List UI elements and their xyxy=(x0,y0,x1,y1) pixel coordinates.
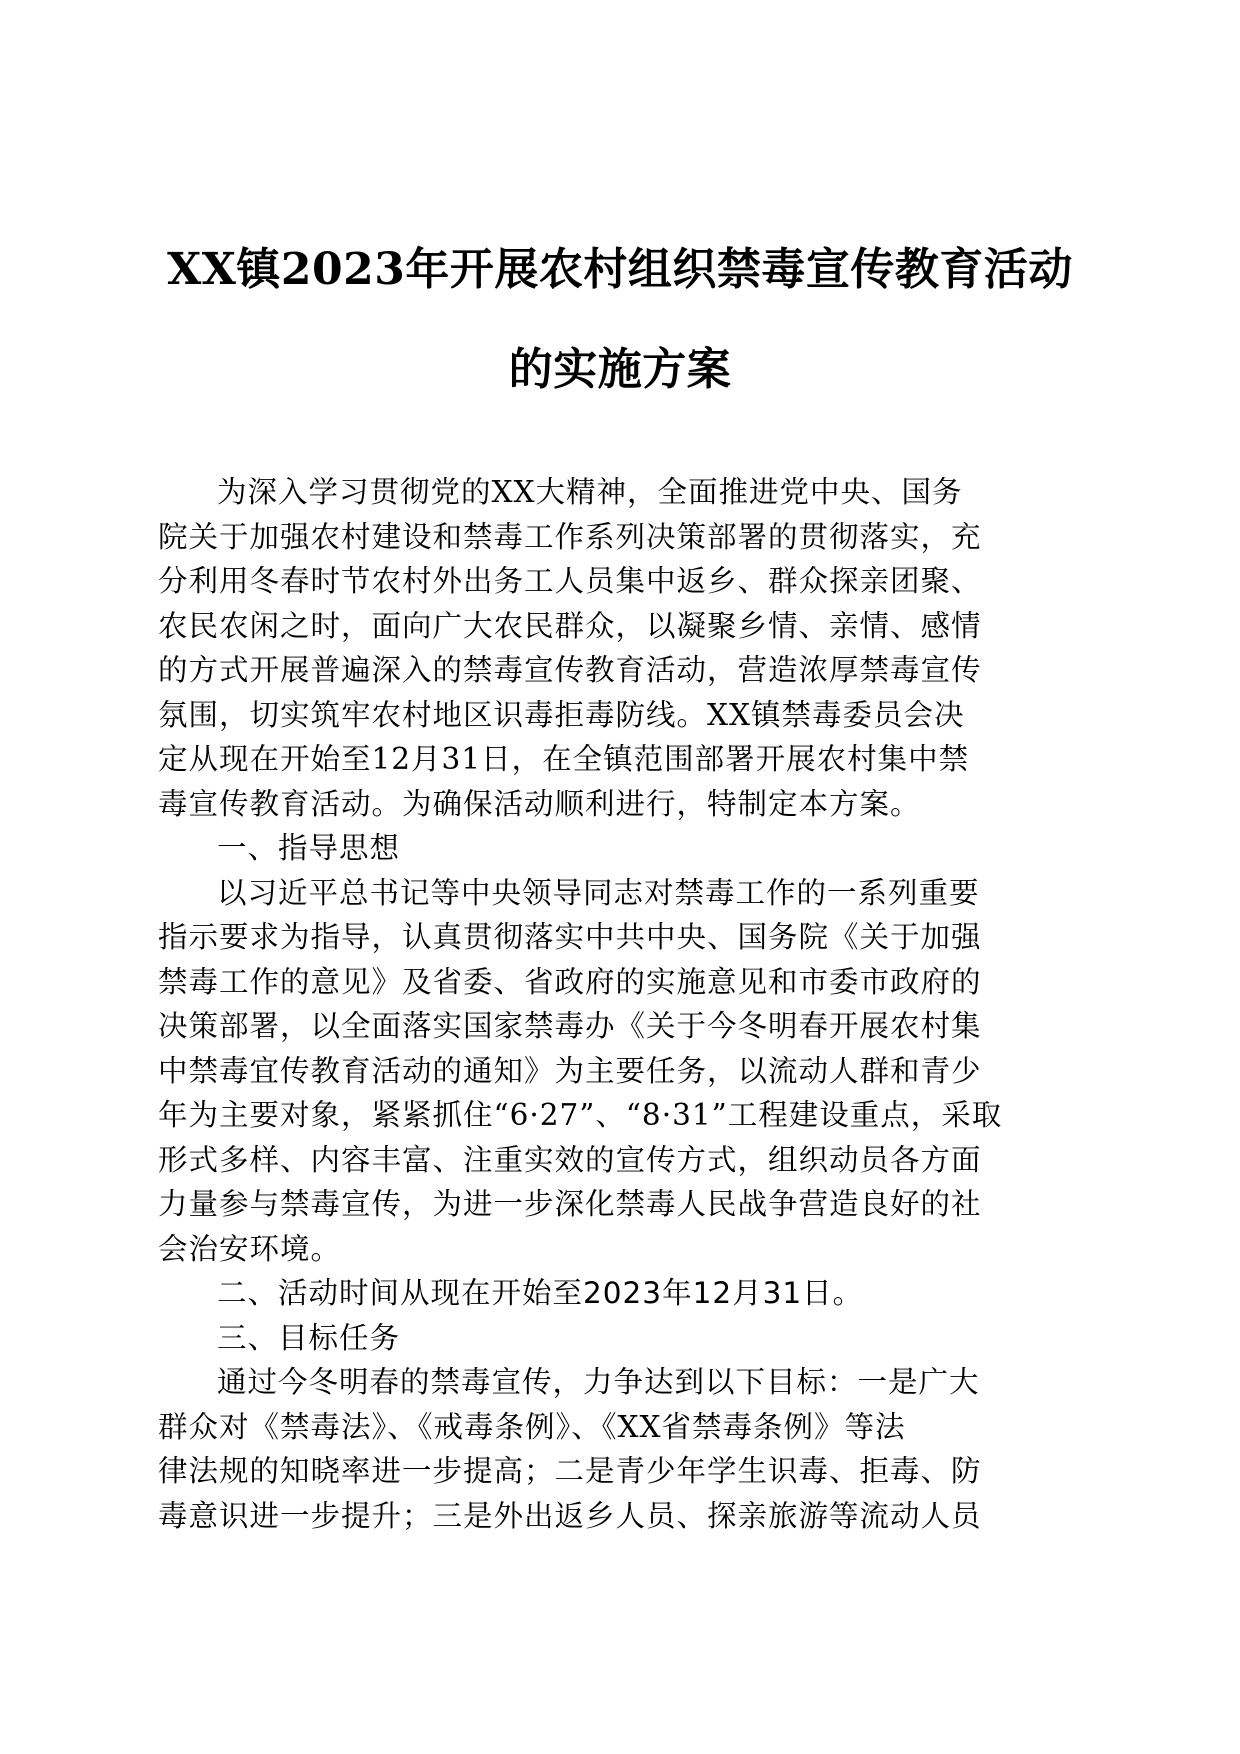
document-title xyxy=(150,220,1090,420)
section1-line: 以习近平总书记等中央领导同志对禁毒工作的一系列重要 xyxy=(217,875,980,910)
intro-line: 氛围，切实筑牢农村地区识毒拒毒防线。XX镇禁毒委员会决 xyxy=(158,697,965,732)
intro-paragraph xyxy=(158,470,1078,826)
intro-line: 为深入学习贯彻党的XX大精神，全面推进党中央、国务 xyxy=(217,475,963,509)
section3-line: 通过今冬明春的禁毒宣传，力争达到以下目标：一是广大 xyxy=(217,1365,980,1399)
section3-line: 群众对《禁毒法》、《戒毒条例》、《XX省禁毒条例》等法 xyxy=(158,1409,906,1444)
intro-line: 农民农闲之时，面向广大农民群众，以凝聚乡情、亲情、感情 xyxy=(158,608,982,643)
section1-line: 禁毒工作的意见》及省委、省政府的实施意见和市委市政府的 xyxy=(158,964,982,999)
title-line-2: 的实施方案 xyxy=(508,344,732,395)
section1-line: 形式多样、内容丰富、注重实效的宣传方式，组织动员各方面 xyxy=(158,1142,982,1177)
section1-line: 会治安环境。 xyxy=(158,1231,342,1266)
intro-line: 的方式开展普遍深入的禁毒宣传教育活动，营造浓厚禁毒宣传 xyxy=(158,653,982,687)
section1-line: 年为主要对象，紧紧抓住“6·27”、“8·31”工程建设重点，采取 xyxy=(158,1098,1003,1132)
section1-line: 中禁毒宜传教育活动的通知》为主要任务，以流动人群和青少 xyxy=(158,1053,982,1088)
section1-line: 力量参与禁毒宣传，为进一步深化禁毒人民战争营造良好的社 xyxy=(158,1187,982,1221)
title-line-1: XX镇2023年开展农村组织禁毒宣传教育活动 xyxy=(167,244,1073,295)
section-heading-goals: 三、目标任务 xyxy=(217,1320,401,1355)
section3-line: 律法规的知晓率进一步提高；二是青少年学生识毒、拒毒、防 xyxy=(158,1454,982,1488)
intro-line: 定从现在开始至12月31日，在全镇范围部署开展农村集中禁 xyxy=(158,742,970,776)
section-heading-activity-time: 二、活动时间从现在开始至2023年12月31日。 xyxy=(217,1276,864,1310)
section-heading-guiding-ideology: 一、指导思想 xyxy=(217,831,401,865)
section3-paragraph xyxy=(158,1360,1078,1538)
section1-line: 指示要求为指导，认真贯彻落实中共中央、国务院《关于加强 xyxy=(158,920,982,954)
intro-line: 院关于加强农村建设和禁毒工作系列决策部署的贯彻落实，充 xyxy=(158,519,982,554)
section1-paragraph xyxy=(158,871,1078,1272)
section3-line: 毒意识进一步提升；三是外出返乡人员、探亲旅游等流动人员 xyxy=(158,1498,982,1533)
section1-line: 决策部署，以全面落实国家禁毒办《关于今冬明春开展农村集 xyxy=(158,1009,982,1043)
intro-line: 分利用冬春时节农村外出务工人员集中返乡、群众探亲团聚、 xyxy=(158,564,982,598)
document-body xyxy=(158,470,1078,1538)
intro-line: 毒宣传教育活动。为确保活动顺利进行，特制定本方案。 xyxy=(158,786,921,821)
